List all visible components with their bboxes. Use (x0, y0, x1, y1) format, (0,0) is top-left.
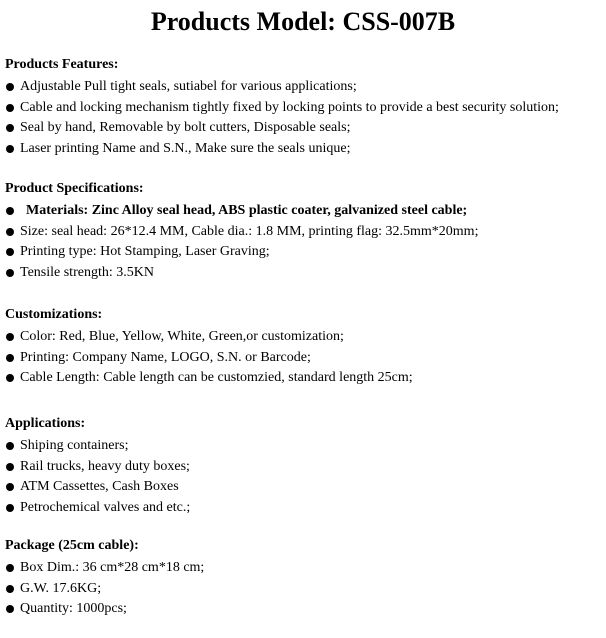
features-section (5, 56, 603, 159)
package-heading: Package (25cm cable): (5, 538, 139, 553)
bullet-icon (6, 83, 14, 91)
list-item: Printing type: Hot Stamping, Laser Graving; (5, 242, 603, 263)
applications-list (5, 436, 603, 518)
list-item: G.W. 17.6KG; (5, 579, 603, 600)
list-item: Printing: Company Name, LOGO, S.N. or Barcode; (5, 348, 603, 369)
customizations-heading: Customizations: (5, 307, 103, 322)
list-item: Quantity: 1000pcs; (5, 599, 603, 620)
bullet-icon (6, 564, 14, 572)
bullet-icon (6, 483, 14, 491)
bullet-icon (6, 124, 14, 132)
specifications-section (5, 180, 603, 283)
list-item: Seal by hand, Removable by bolt cutters, Disposable seals; (5, 118, 603, 139)
applications-section (5, 415, 603, 518)
bullet-icon (6, 585, 14, 593)
bullet-icon (6, 207, 14, 215)
customizations-section (5, 306, 603, 389)
package-list (5, 558, 603, 620)
bullet-icon (6, 248, 14, 256)
specifications-list (5, 201, 603, 283)
bullet-icon (6, 354, 14, 362)
bullet-icon (6, 374, 14, 382)
list-item: Cable and locking mechanism tightly fixed by locking points to provide a best security solution; (5, 98, 603, 119)
list-item: Petrochemical valves and etc.; (5, 498, 603, 519)
specifications-heading: Product Specifications: (5, 181, 144, 196)
list-item: ATM Cassettes, Cash Boxes (5, 477, 603, 498)
bullet-icon (6, 504, 14, 512)
list-item: Shiping containers; (5, 436, 603, 457)
features-list (5, 77, 603, 159)
bullet-icon (6, 104, 14, 112)
applications-heading: Applications: (5, 416, 86, 431)
bullet-icon (6, 605, 14, 613)
bullet-icon (6, 269, 14, 277)
bullet-icon (6, 463, 14, 471)
features-heading: Products Features: (5, 57, 119, 72)
bullet-icon (6, 333, 14, 341)
bullet-icon (6, 228, 14, 236)
list-item: Laser printing Name and S.N., Make sure the seals unique; (5, 139, 603, 160)
list-item: Materials: Zinc Alloy seal head, ABS plastic coater, galvanized steel cable; (5, 201, 603, 222)
list-item: Size: seal head: 26*12.4 MM, Cable dia.: 1.8 MM, printing flag: 32.5mm*20mm; (5, 222, 603, 243)
list-item: Box Dim.: 36 cm*28 cm*18 cm; (5, 558, 603, 579)
list-item: Adjustable Pull tight seals, sutiabel for various applications; (5, 77, 603, 98)
page-title: Products Model: CSS-007B (150, 7, 456, 36)
bullet-icon (6, 442, 14, 450)
list-item: Tensile strength: 3.5KN (5, 263, 603, 284)
customizations-list (5, 327, 603, 389)
list-item: Cable Length: Cable length can be customzied, standard length 25cm; (5, 368, 603, 389)
list-item: Rail trucks, heavy duty boxes; (5, 457, 603, 478)
list-item: Color: Red, Blue, Yellow, White, Green,or customization; (5, 327, 603, 348)
bullet-icon (6, 145, 14, 153)
package-section (5, 537, 603, 620)
